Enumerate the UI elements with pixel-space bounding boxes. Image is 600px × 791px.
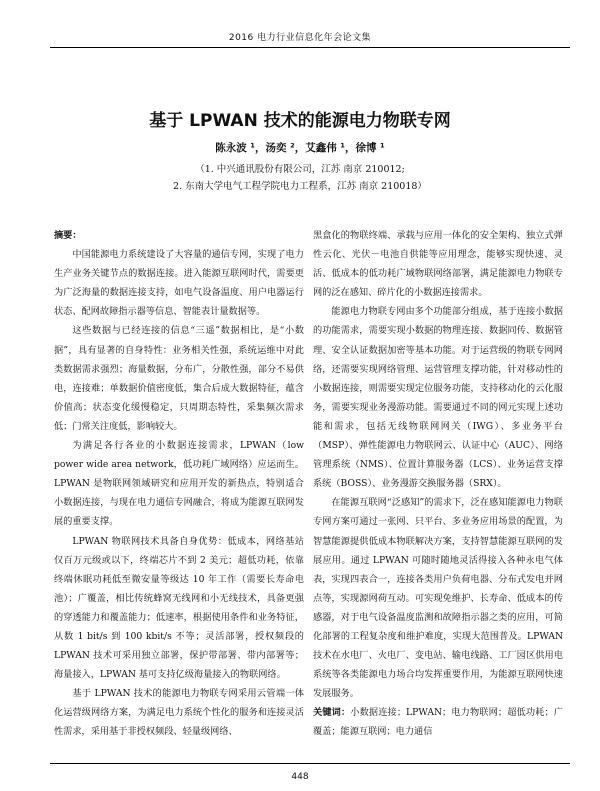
abstract-paragraph: 黑盒化的物联终端、承载与应用一体化的安全架构、独立式弹性云化、光伏－电池自供能等应用理念，能够实现快速、灵活、低成本的低功耗广域物联网络部署，满足能源电力物联专网的泛在感知、碎片化的小数据连接需求。 [313, 230, 563, 299]
abstract-paragraph: 能源电力物联专网由多个功能部分组成，基于连接小数据的功能需求，需要实现小数据的物理连接、数据同传、数据管理、安全认证数据加密等基本功能。对于运营级的物联专网网络，还需要实现网络管理、运营管理支撑功能，针对移动性的小数据连接，则需要实现定位服务功能，支持移动化的云化服务，需要实现业务漫游功能。需要通过不同的网元实现上述功能和需求，包括无线物联网网关（IWG）、多业务平台（MSP）、弹性能源电力物联网云、认证中心（AUC）、网络管理系统（NMS）、位置计算服务器（LCS）、业务运营支撑系统（BOSS）、业务漫游交换服务器（SRX）。 [313, 306, 563, 490]
right-column [313, 226, 563, 742]
paper-title: 基于 LPWAN 技术的能源电力物联专网 [149, 111, 451, 131]
affiliation-1: （1. 中兴通讯股份有限公司，江苏 南京 210012; [195, 164, 405, 175]
abstract-paragraph: LPWAN 物联网技术具备自身优势：低成本，网络基站仅百万元级或以下，终端芯片不到 2 美元；超低功耗，依靠终端休眠功耗低至微安量等级达 10 年工作（需要长寿命电池）；广覆盖，相比传统蜂窝无线网和小无线技术，具备更强的穿透能力和覆盖能力；低速率，根据使用条件和业务特征，从数 1 bit/s 到 100 kbit/s 不等；灵活部署，授权频段的 LPWAN 技术可采用独立部署，保护带部署、带内部署等；海量接入，LPWAN 基可支持亿级海量接入的物联网络。 [54, 535, 304, 681]
keywords-label: 关键词： [313, 707, 351, 719]
abstract-paragraph: 在能源互联网“泛感知”的需求下，泛在感知能源电力物联专网方案可通过一张网、只平台、多业务应用场景的配置，为智慧能源提供低成本物联解决方案，支持智慧能源互联网的发展应用。通过 LPWAN 可随时随地灵活得接入各种永电气体表，实现四表合一，连接各类用户负荷电器、分布式发电并网点等，实现源网荷互动。可实现免维护、长寿命、低成本的传感器，对于电气设备温度监测和故障指示器之类的应用，可简化部署的工程复杂度和维护难度，实现大范围普及。LPWAN 技术在水电厂、火电厂、变电站、输电线路、工厂园区供用电系统等各类能源电力场合均发挥重要作用，为能源互联网快速发展服务。 [313, 497, 563, 700]
keywords-line [313, 703, 563, 741]
abstract-label: 摘要： [54, 230, 82, 241]
running-header: 2016 电力行业信息化年会论文集 [228, 33, 372, 43]
footer-rule [50, 763, 570, 764]
abstract-paragraph: 基于 LPWAN 技术的能源电力物联专网采用云管端一体化运营级网络方案，为满足电力系统个性化的服务和连接灵活性需求，采用基于非授权频段、轻量级网络、 [54, 688, 304, 738]
affiliation-2: 2. 东南大学电气工程学院电力工程系，江苏 南京 210018） [173, 181, 427, 192]
abstract-paragraph: 为满足各行各业的小数据连接需求，LPWAN（low power wide area network，低功耗广域网络）应运而生。LPWAN 是物联网领域研究和应用开发的新热点，特别适合小数据连接，与现在电力通信专网融合，将成为能源互联网发展的重要支撑。 [54, 440, 304, 528]
left-column [54, 226, 304, 742]
header-rule [50, 47, 570, 48]
abstract-paragraph: 这些数据与已经连接的信息“三遥”数据相比，是“小数据”，具有显著的自身特性：业务相关性强，系统运维中对此类数据需求强烈；海量数据，分布广，分散性强，部分不易供电，连接难；单数据价值密度低，集合后成大数据特征，蕴含价值高；状态变化缓慢稳定，只周期态特性，采集频次需求低；门常关注度低，影响较大。 [54, 325, 304, 432]
keywords-text: 小数据连接；LPWAN；电力物联网；超低功耗；广覆盖；能源互联网；电力通信 [313, 707, 563, 738]
page-number: 448 [291, 772, 309, 782]
author-list: 陈永波 ¹，汤奕 ²，艾鑫伟 ¹，徐博 ¹ [215, 142, 385, 154]
abstract-paragraph: 中国能源电力系统建设了大容量的通信专网，实现了电力生产业务关键节点的数据连接。进入能源互联网时代，需要更为广泛海量的数据连接支持，如电气设备温度、用户电器运行状态、配网故障指示器等信息、智能表计量数据等。 [54, 249, 304, 318]
